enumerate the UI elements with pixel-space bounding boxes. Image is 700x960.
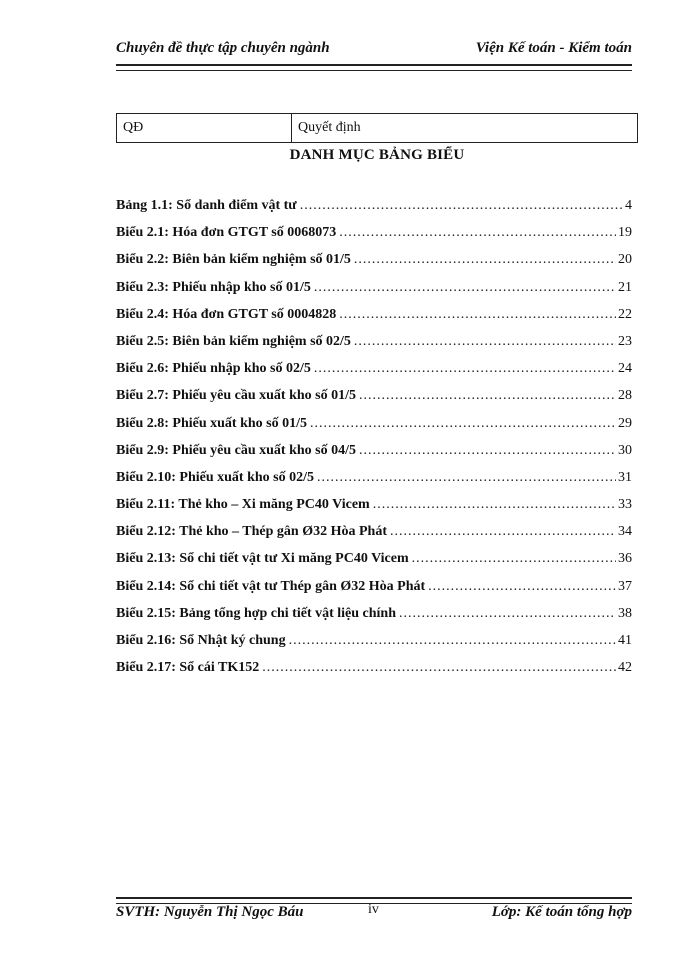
toc-entry-page-number: 34 (618, 524, 632, 540)
toc-entry-page-number: 22 (618, 306, 632, 322)
toc-entry-label: Biểu 2.7: Phiếu yêu cầu xuất kho số 01/5 (116, 388, 356, 404)
toc-entry[interactable] (116, 524, 632, 551)
toc-entry[interactable] (116, 361, 632, 388)
toc-entry-page-number: 29 (618, 415, 632, 431)
table-of-contents (116, 198, 632, 687)
toc-entry-label: Biểu 2.8: Phiếu xuất kho số 01/5 (116, 415, 307, 431)
toc-dot-leader (412, 551, 616, 567)
toc-entry-page-number: 28 (618, 388, 632, 404)
abbreviation-table (116, 113, 638, 143)
toc-entry[interactable] (116, 280, 632, 307)
page-header (116, 40, 632, 64)
toc-entry-label: Biểu 2.6: Phiếu nhập kho số 02/5 (116, 361, 311, 377)
abbreviation-meaning-cell: Quyết định (292, 114, 638, 143)
toc-entry[interactable] (116, 388, 632, 415)
toc-entry-page-number: 31 (618, 469, 632, 485)
toc-entry-page-number: 19 (618, 225, 632, 241)
toc-entry-label: Biểu 2.15: Bảng tổng hợp chi tiết vật liệu chính (116, 605, 397, 621)
toc-entry[interactable] (116, 198, 632, 225)
toc-entry[interactable] (116, 443, 632, 470)
toc-dot-leader (339, 225, 616, 241)
toc-entry[interactable] (116, 334, 632, 361)
toc-entry-label: Biểu 2.10: Phiếu xuất kho số 02/5 (116, 469, 314, 485)
toc-entry-page-number: 30 (618, 442, 632, 458)
toc-entry-label: Biểu 2.1: Hóa đơn GTGT số 0068073 (116, 225, 337, 241)
toc-entry-page-number: 41 (618, 633, 632, 648)
toc-entry[interactable] (116, 252, 632, 279)
toc-entry-label: Bảng 1.1: Sổ danh điểm vật tư (116, 198, 297, 213)
toc-dot-leader (262, 660, 616, 676)
toc-entry-label: Biểu 2.9: Phiếu yêu cầu xuất kho số 04/5 (116, 442, 356, 458)
header-left-text: Chuyên đề thực tập chuyên ngành (116, 40, 330, 56)
toc-dot-leader (354, 334, 616, 350)
toc-entry[interactable] (116, 497, 632, 524)
page-number: iv (368, 902, 379, 917)
toc-entry-label: Biểu 2.5: Biên bản kiểm nghiệm số 02/5 (116, 333, 351, 349)
toc-dot-leader (354, 252, 616, 268)
toc-entry[interactable] (116, 470, 632, 497)
toc-entry[interactable] (116, 307, 632, 334)
toc-entry[interactable] (116, 606, 632, 633)
toc-entry[interactable] (116, 633, 632, 660)
page-footer (116, 897, 632, 927)
toc-entry-label: Biểu 2.3: Phiếu nhập kho số 01/5 (116, 279, 311, 295)
toc-entry-label: Biểu 2.4: Hóa đơn GTGT số 0004828 (116, 306, 337, 322)
toc-entry-label: Biểu 2.2: Biên bản kiểm nghiệm số 01/5 (116, 252, 351, 268)
toc-entry-page-number: 38 (618, 605, 632, 621)
toc-dot-leader (317, 470, 616, 486)
toc-dot-leader (359, 443, 616, 459)
toc-entry-label: Biểu 2.12: Thẻ kho – Thép gân Ø32 Hòa Phát (116, 524, 387, 540)
header-rule (116, 64, 632, 71)
toc-entry[interactable] (116, 660, 632, 687)
toc-entry-page-number: 24 (618, 361, 632, 377)
toc-dot-leader (289, 633, 616, 649)
header-right-text: Viện Kế toán - Kiểm toán (475, 40, 632, 56)
toc-entry-page-number: 4 (625, 198, 632, 213)
toc-entry-page-number: 37 (618, 578, 632, 594)
toc-entry[interactable] (116, 551, 632, 578)
toc-dot-leader (300, 198, 623, 214)
section-title: DANH MỤC BẢNG BIỂU (289, 147, 465, 163)
toc-dot-leader (310, 416, 616, 432)
toc-entry-label: Biểu 2.16: Sổ Nhật ký chung (116, 633, 286, 648)
toc-dot-leader (339, 307, 616, 323)
abbreviation-code-cell: QĐ (117, 114, 292, 143)
toc-entry[interactable] (116, 579, 632, 606)
toc-dot-leader (373, 497, 616, 513)
table-row (117, 114, 638, 143)
toc-dot-leader (399, 606, 616, 622)
toc-dot-leader (314, 361, 616, 377)
toc-dot-leader (314, 280, 616, 296)
toc-entry-label: Biểu 2.11: Thẻ kho – Xi măng PC40 Vicem (116, 497, 370, 513)
toc-entry-page-number: 23 (618, 333, 632, 349)
footer-right-text: Lớp: Kế toán tổng hợp (491, 904, 632, 920)
toc-entry-page-number: 21 (618, 279, 632, 295)
toc-entry-page-number: 36 (618, 551, 632, 567)
toc-dot-leader (359, 388, 616, 404)
toc-entry-page-number: 42 (618, 660, 632, 676)
footer-left-text: SVTH: Nguyễn Thị Ngọc Báu (116, 904, 304, 920)
toc-entry-label: Biểu 2.17: Sổ cái TK152 (116, 660, 260, 676)
toc-entry-page-number: 33 (618, 497, 632, 513)
toc-dot-leader (428, 579, 616, 595)
toc-entry[interactable] (116, 416, 632, 443)
toc-entry-label: Biểu 2.14: Sổ chi tiết vật tư Thép gân Ø32 Hòa Phát (116, 578, 426, 594)
toc-entry-page-number: 20 (618, 252, 632, 268)
toc-entry-label: Biểu 2.13: Sổ chi tiết vật tư Xi măng PC40 Vicem (116, 551, 409, 567)
toc-dot-leader (390, 524, 616, 540)
toc-entry[interactable] (116, 225, 632, 252)
